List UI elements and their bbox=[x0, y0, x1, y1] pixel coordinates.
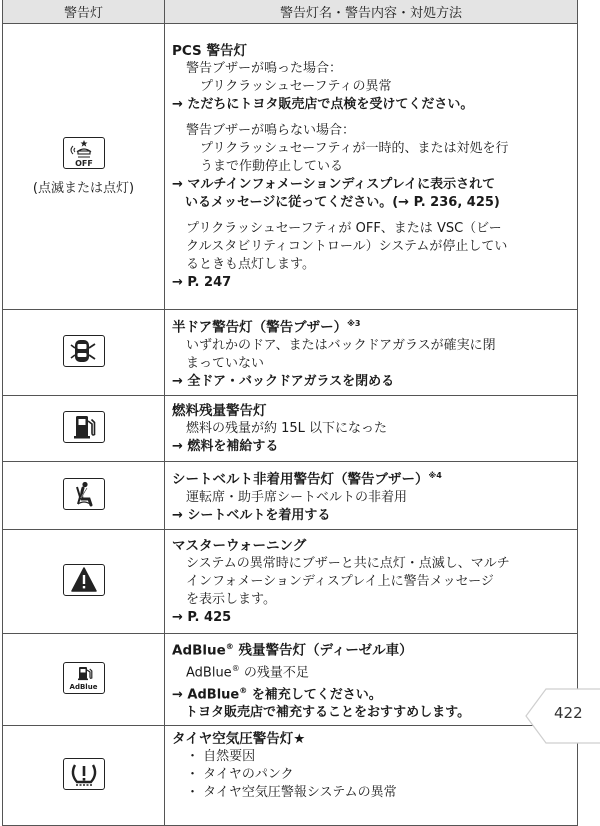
text-line: プリクラッシュセーフティが一時的、または対処を行 bbox=[200, 141, 509, 156]
adblue-icon-label: AdBlue bbox=[69, 682, 98, 691]
description-cell bbox=[165, 24, 578, 310]
icon-cell bbox=[3, 530, 165, 634]
warning-title: PCS 警告灯 bbox=[172, 43, 247, 59]
warning-title: 燃料残量警告灯 bbox=[172, 403, 267, 419]
master-warning-icon bbox=[63, 564, 105, 596]
action-line: トヨタ販売店で補充することをおすすめします。 bbox=[185, 705, 471, 721]
list-item: ・ タイヤ空気圧警報システムの異常 bbox=[186, 785, 397, 801]
list-item: ・ タイヤのパンク bbox=[186, 767, 294, 783]
text-line: 警告ブザーが鳴った場合： bbox=[186, 61, 343, 76]
text-line: 警告ブザーが鳴らない場合： bbox=[186, 123, 356, 138]
text-line: インフォメーションディスプレイ上に警告メッセージ bbox=[186, 574, 494, 589]
action-line: → AdBlue® を補充してください。 bbox=[172, 685, 382, 703]
text-line: るときも点灯します。 bbox=[186, 257, 315, 272]
adblue-warning-icon bbox=[63, 662, 105, 694]
action-line: → マルチインフォメーションディスプレイに表示されて bbox=[172, 177, 496, 192]
text-line: いずれかのドア、またはバックドアガラスが確実に閉 bbox=[186, 337, 496, 353]
pcs-off-warning-icon bbox=[63, 137, 105, 169]
table-row bbox=[3, 726, 578, 826]
text-line: プリクラッシュセーフティの異常 bbox=[200, 79, 392, 94]
text-line: クルスタビリティコントロール）システムが停止してい bbox=[186, 239, 508, 254]
text-line: うまで作動停止している bbox=[200, 159, 344, 174]
text-line: 燃料の残量が約 15L 以下になった bbox=[186, 421, 388, 436]
action-line: いるメッセージに従ってください。(→ P. 236, 425) bbox=[185, 195, 500, 210]
fuel-level-warning-icon bbox=[63, 411, 105, 443]
door-open-warning-icon bbox=[63, 335, 105, 367]
icon-cell bbox=[3, 634, 165, 726]
seatbelt-warning-icon bbox=[63, 478, 105, 510]
description-cell bbox=[165, 530, 578, 634]
text-line: を表示します。 bbox=[186, 592, 276, 607]
warning-title: マスターウォーニング bbox=[172, 538, 307, 554]
icon-cell bbox=[3, 396, 165, 462]
warning-title: 半ドア警告灯（警告ブザー）$^{※3}$ bbox=[172, 319, 361, 336]
text-line: AdBlue® の残量不足 bbox=[186, 663, 309, 680]
header-warning-light: 警告灯 bbox=[3, 0, 165, 24]
warning-title: シートベルト非着用警告灯（警告ブザー）$^{※4}$ bbox=[172, 471, 442, 488]
icon-cell bbox=[3, 24, 165, 310]
icon-cell bbox=[3, 726, 165, 826]
table-row bbox=[3, 24, 578, 310]
page-number: 422 bbox=[554, 704, 583, 722]
header-name-content-action: 警告灯名・警告内容・対処方法 bbox=[165, 0, 578, 24]
svg-text:OFF: OFF bbox=[74, 159, 93, 168]
table-row bbox=[3, 462, 578, 530]
text-line: システムの異常時にブザーと共に点灯・点滅し、マルチ bbox=[186, 556, 510, 571]
action-line: → 燃料を補給する bbox=[172, 439, 279, 454]
text-line: プリクラッシュセーフティが OFF、または VSC（ビー bbox=[186, 221, 502, 236]
table-row bbox=[3, 310, 578, 396]
table-row bbox=[3, 530, 578, 634]
list-item: ・ 自然要因 bbox=[186, 749, 256, 765]
description-cell bbox=[165, 310, 578, 396]
action-line: → 全ドア・バックドアガラスを閉める bbox=[172, 373, 395, 389]
text-line: 運転席・助手席シートベルトの非着用 bbox=[186, 489, 408, 505]
warning-title: AdBlue® 残量警告灯（ディーゼル車） bbox=[172, 642, 413, 659]
tire-pressure-warning-icon bbox=[63, 758, 105, 790]
warning-title: タイヤ空気圧警告灯★ bbox=[172, 731, 306, 748]
action-line: → ただちにトヨタ販売店で点検を受けてください。 bbox=[172, 97, 474, 112]
table-row bbox=[3, 396, 578, 462]
icon-cell bbox=[3, 310, 165, 396]
blink-or-lit-caption: (点滅または点灯) bbox=[32, 181, 135, 196]
table-header-row bbox=[3, 0, 578, 24]
action-line: → シートベルトを着用する bbox=[172, 507, 331, 523]
warning-light-table bbox=[2, 0, 578, 826]
description-cell bbox=[165, 396, 578, 462]
page-reference-link[interactable]: → P. 247 bbox=[172, 275, 232, 290]
text-line: まっていない bbox=[186, 355, 265, 371]
page-reference-link[interactable]: → P. 425 bbox=[172, 610, 232, 625]
description-cell bbox=[165, 462, 578, 530]
icon-cell bbox=[3, 462, 165, 530]
table-row bbox=[3, 634, 578, 726]
